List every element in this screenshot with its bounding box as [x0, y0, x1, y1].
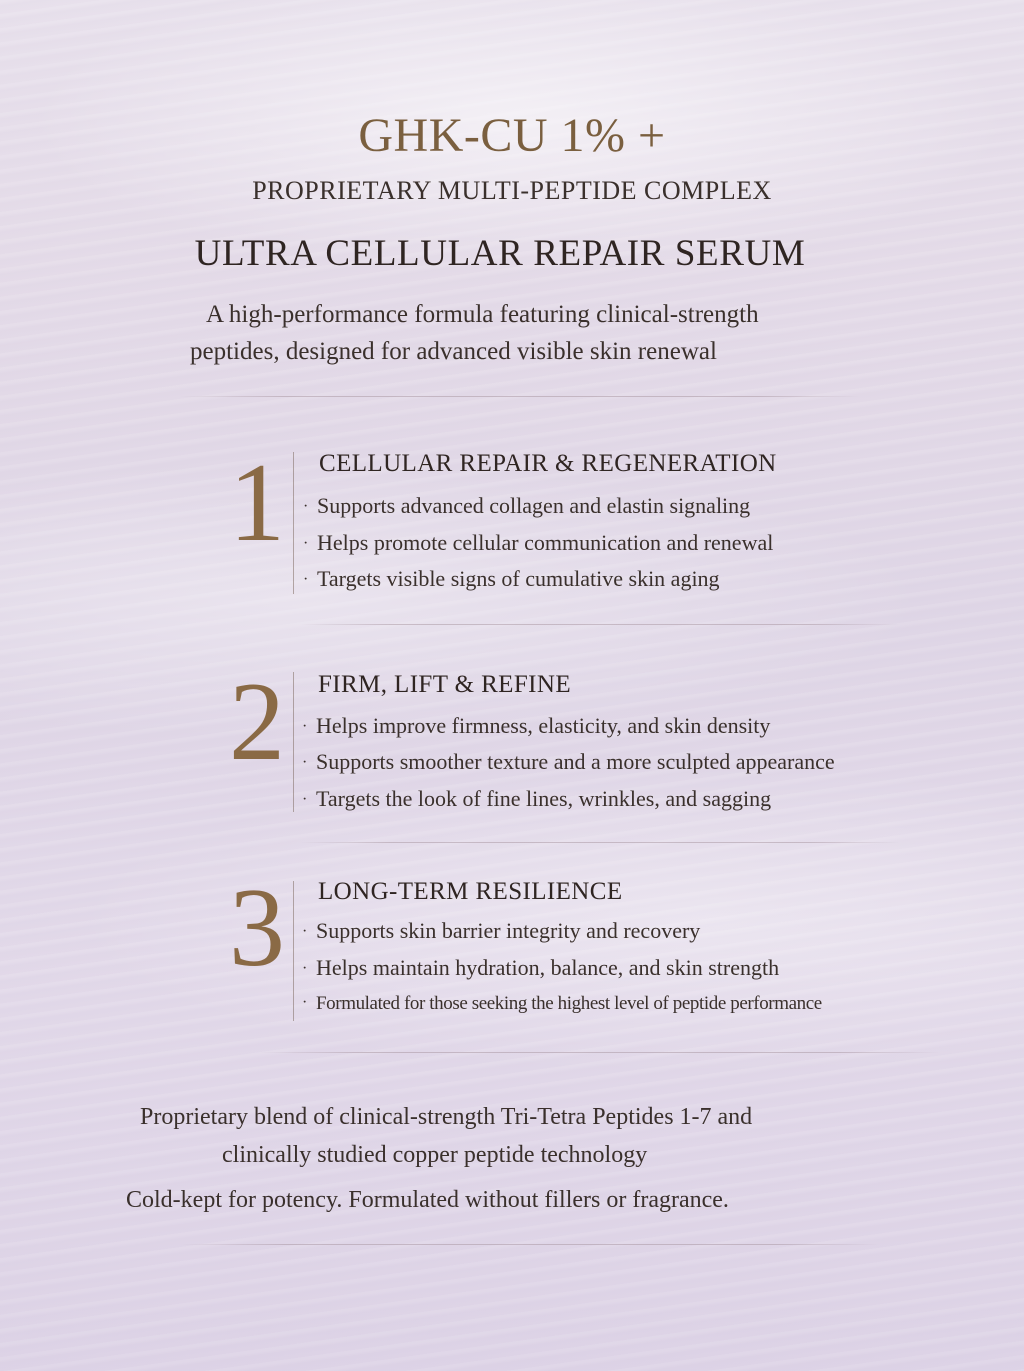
footer-line-3: Cold-kept for potency. Formulated without fillers or fragrance. [126, 1187, 729, 1213]
product-title: GHK-CU 1% + [358, 109, 666, 162]
bullet-dot-icon: · [303, 535, 309, 552]
section-number: 1 [229, 441, 285, 565]
bullet-dot-icon: · [302, 923, 308, 940]
bullet-dot-icon: · [302, 754, 308, 771]
intro-line-2: peptides, designed for advanced visible skin renewal [190, 338, 717, 365]
section-title: LONG-TERM RESILIENCE [318, 878, 623, 905]
product-subtitle: PROPRIETARY MULTI-PEPTIDE COMPLEX [252, 176, 772, 205]
footer-line-1: Proprietary blend of clinical-strength Tri-Tetra Peptides 1-7 and [140, 1104, 753, 1130]
bullet-dot-icon: · [302, 960, 308, 977]
divider [180, 1244, 880, 1245]
section-bullet: · Formulated for those seeking the highest level of peptide performance [302, 993, 822, 1014]
intro-line-1: A high-performance formula featuring clinical-strength [206, 301, 759, 328]
product-heading: ULTRA CELLULAR REPAIR SERUM [194, 233, 806, 274]
section-bullet: · Targets visible signs of cumulative skin aging [303, 566, 720, 591]
section-title: CELLULAR REPAIR & REGENERATION [319, 450, 777, 477]
intro-text [190, 296, 910, 370]
section-divider-line [293, 672, 294, 812]
section-divider-line [293, 881, 294, 1021]
divider [260, 1052, 940, 1053]
section-bullet: · Supports smoother texture and a more sculpted appearance [302, 749, 835, 774]
section-bullet: · Supports skin barrier integrity and recovery [302, 918, 701, 943]
section-number: 2 [229, 660, 285, 784]
bullet-dot-icon: · [302, 994, 307, 1011]
section-bullet: · Targets the look of fine lines, wrinkles, and sagging [302, 786, 772, 811]
bullet-dot-icon: · [303, 498, 309, 515]
section-bullet: · Helps maintain hydration, balance, and skin strength [302, 955, 780, 980]
section-bullet: · Helps promote cellular communication and renewal [303, 530, 774, 555]
section-title: FIRM, LIFT & REFINE [318, 671, 571, 698]
section-divider-line [293, 452, 294, 594]
divider [180, 396, 860, 397]
bullet-dot-icon: · [302, 791, 308, 808]
bullet-dot-icon: · [302, 718, 308, 735]
divider [300, 624, 900, 625]
section-number: 3 [229, 866, 285, 990]
section-bullet: · Helps improve firmness, elasticity, and skin density [302, 713, 771, 738]
divider [300, 842, 900, 843]
section-bullet: · Supports advanced collagen and elastin signaling [303, 493, 751, 518]
bullet-dot-icon: · [303, 571, 309, 588]
footer-line-2: clinically studied copper peptide technology [222, 1142, 648, 1168]
